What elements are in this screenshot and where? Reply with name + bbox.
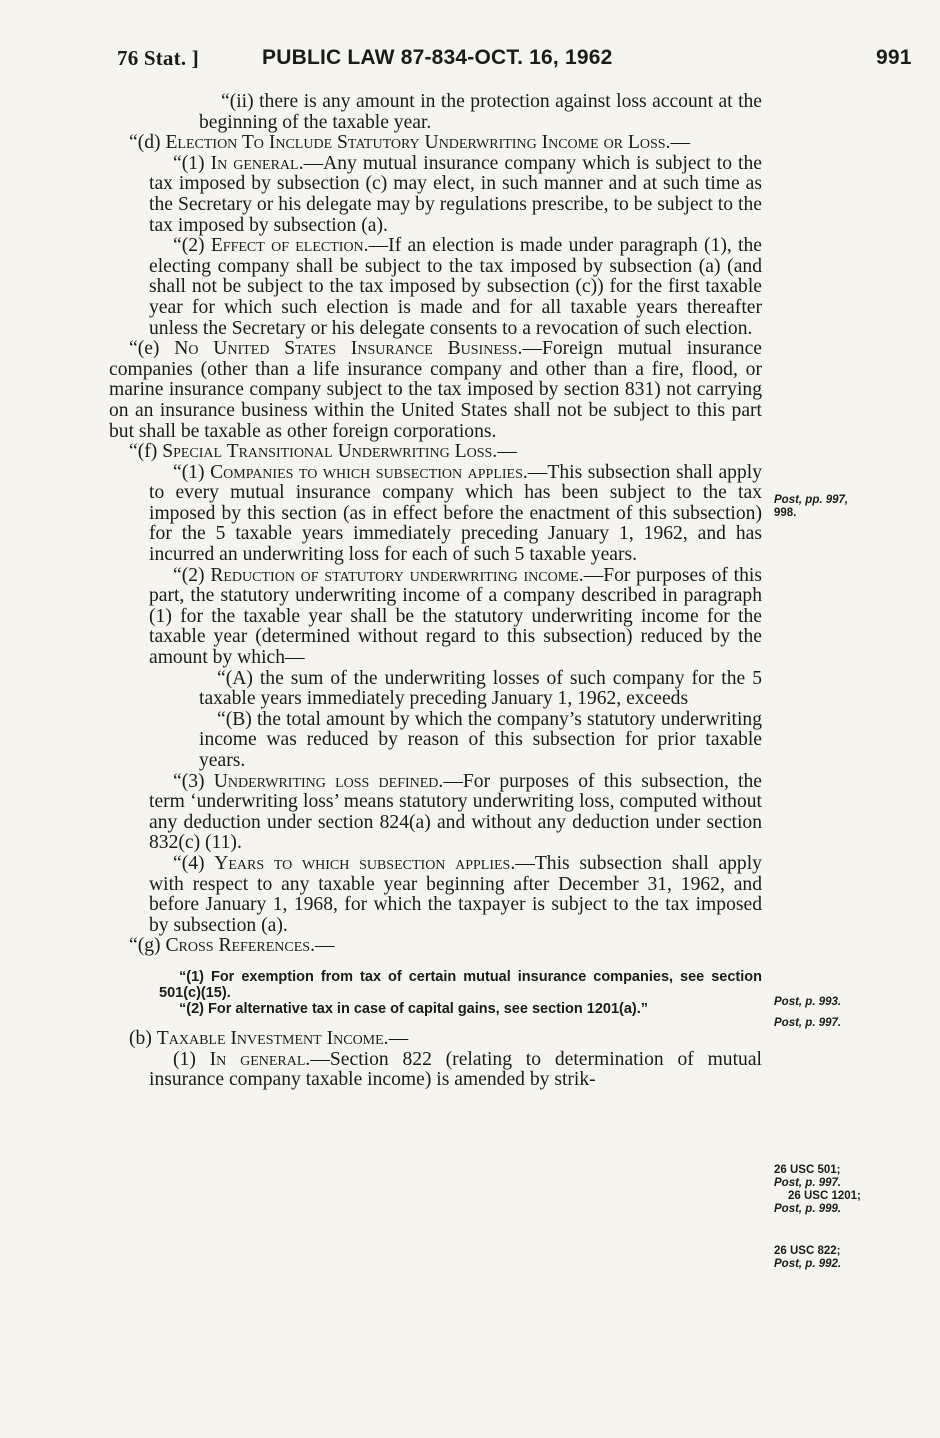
- paragraph-text: —If an election is made under paragraph (1), the electing company shall be subject to the tax imposed by subsection (a) (and shall not be subject to the tax imposed by subsection (c)) for the first taxable year for which such election is made and for all taxable years thereafter unless the Secretary or his delegate consents to a revocation of such election.: [149, 235, 762, 339]
- margin-note-post-993: Post, p. 993.: [774, 996, 842, 1008]
- margin-note-line: Post, p. 992.: [774, 1258, 842, 1270]
- subsection-b-heading: [109, 1029, 762, 1050]
- margin-note-usc-822: [774, 1245, 841, 1271]
- subsection-title: No United States Insurance Business.: [174, 338, 523, 360]
- margin-note-line: 998.: [774, 507, 797, 519]
- margin-note-line: Post, pp. 997,: [774, 494, 849, 506]
- paragraph-number: “(1): [173, 461, 205, 483]
- dash: —: [388, 1027, 409, 1049]
- paragraph-text: —For purposes of this subsection, the term ‘underwriting loss’ means statutory underwriting loss, computed without any deduction under section 824(a) and without any deduction under section 832(c) (11).: [149, 770, 762, 854]
- margin-note-post-997-998: [774, 494, 848, 520]
- cross-reference-2: [109, 1001, 762, 1017]
- paragraph-text: “(B) the total amount by which the company’s statutory underwriting income was reduced by reason of this subsection for prior taxable years.: [199, 708, 762, 771]
- paragraph-number: “(g): [129, 935, 161, 957]
- paragraph-f-3: [109, 772, 762, 854]
- paragraph-number: “(1): [173, 152, 205, 174]
- paragraph-number: “(4): [173, 852, 205, 874]
- margin-note-line: Post, p. 997.: [774, 1177, 842, 1189]
- paragraph-number: “(e): [129, 338, 160, 360]
- cross-reference-1: [109, 969, 762, 1001]
- paragraph-text: —Section 822 (relating to determination of mutual insurance company taxable income) is amended by strik-: [149, 1048, 762, 1091]
- paragraph-title: In general.: [209, 1048, 311, 1070]
- paragraph-title: Reduction of statutory underwriting income.: [210, 564, 584, 586]
- margin-note-line: 26 USC 1201;: [788, 1190, 861, 1202]
- margin-note-usc-501-1201: [774, 1164, 861, 1216]
- cross-reference-text: “(1) For exemption from tax of certain mutual insurance companies, see section 501(c)(15).: [159, 968, 762, 1001]
- subsection-title: Election To Include Statutory Underwriting Income or Loss.: [165, 132, 671, 154]
- paragraph-title: In general.: [210, 152, 304, 174]
- paragraph-title: Years to which subsection applies.: [214, 852, 516, 874]
- subparagraph-b: [109, 710, 762, 772]
- subsection-e: [109, 339, 762, 442]
- paragraph-title: Companies to which subsection applies.: [210, 461, 528, 483]
- paragraph-text: “(ii) there is any amount in the protection against loss account at the beginning of the taxable year.: [199, 91, 762, 133]
- paragraph-text: —Any mutual insurance company which is subject to the tax imposed by subsection (c) may elect, in such manner and at such time as the Secretary or his delegate may by regulations prescribe, to be subject to the tax imposed by subsection (a).: [149, 152, 762, 236]
- paragraph-f-1: [109, 463, 762, 566]
- subsection-g-heading: [109, 936, 762, 957]
- paragraph-text: —This subsection shall apply with respect to any taxable year beginning after December 31, 1962, and before January 1, 1968, for which the taxpayer is subject to the tax imposed by subsection (a).: [149, 852, 762, 936]
- paragraph-f-4: [109, 854, 762, 936]
- subparagraph-a: [109, 669, 762, 710]
- margin-note-line: Post, p. 999.: [774, 1203, 842, 1215]
- paragraph-number: (b): [129, 1027, 152, 1049]
- paragraph-d-1: [109, 154, 762, 236]
- subsection-title: Cross References.: [165, 935, 315, 957]
- paragraph-number: “(2): [173, 564, 205, 586]
- margin-note-line: 26 USC 822;: [774, 1245, 841, 1257]
- paragraph-text: —For purposes of this part, the statutory underwriting income of a company described in paragraph (1) for the taxable year shall be the statutory underwriting income for the taxable year (determined without regard to this subsection) reduced by the amount by which—: [149, 564, 762, 669]
- paragraph-number: “(d): [129, 132, 161, 154]
- paragraph-text: —This subsection shall apply to every mutual insurance company which has been subject to the tax imposed by this section (as in effect before the enactment of this subsection) for the 5 taxable years immediately preceding January 1, 1962, and has incurred an underwriting loss for each of such 5 taxable years.: [149, 461, 762, 566]
- subsection-title: Special Transitional Underwriting Loss.: [162, 441, 498, 463]
- paragraph-b-1: [109, 1050, 762, 1091]
- paragraph-title: Underwriting loss defined.: [213, 770, 444, 792]
- page-number: 991: [876, 46, 912, 69]
- margin-note-line: 26 USC 501;: [774, 1164, 841, 1176]
- dash: —: [314, 935, 335, 957]
- paragraph-number: “(f): [129, 441, 158, 463]
- paragraph-f-2: [109, 566, 762, 669]
- paragraph-number: (1): [173, 1048, 196, 1070]
- paragraph-d-2: [109, 236, 762, 339]
- subsection-f-heading: [109, 442, 762, 463]
- paragraph-title: Effect of election.: [210, 235, 369, 257]
- dash: —: [670, 132, 691, 154]
- subsection-d-heading: [109, 133, 762, 154]
- paragraph-ii: [109, 92, 762, 133]
- paragraph-text: —Foreign mutual insurance companies (other than a life insurance company and other than a fire, flood, or marine insurance company subject to the tax imposed by section 831) not carrying on an insurance business within the United States shall not be subject to this part but shall be taxable as other foreign corporations.: [109, 338, 762, 442]
- paragraph-number: “(2): [173, 235, 205, 257]
- paragraph-text: “(A) the sum of the underwriting losses of such company for the 5 taxable years immediately preceding January 1, 1962, exceeds: [199, 667, 762, 710]
- margin-note-post-997: Post, p. 997.: [774, 1017, 842, 1029]
- subsection-title: Taxable Investment Income.: [156, 1027, 389, 1049]
- statute-text: [109, 92, 762, 1091]
- cross-reference-text: “(2) For alternative tax in case of capital gains, see section 1201(a).”: [179, 1000, 649, 1017]
- dash: —: [497, 441, 517, 463]
- header-volume: 76 Stat. ]: [117, 46, 199, 70]
- paragraph-number: “(3): [173, 770, 205, 792]
- header-title: PUBLIC LAW 87-834-OCT. 16, 1962: [262, 46, 613, 69]
